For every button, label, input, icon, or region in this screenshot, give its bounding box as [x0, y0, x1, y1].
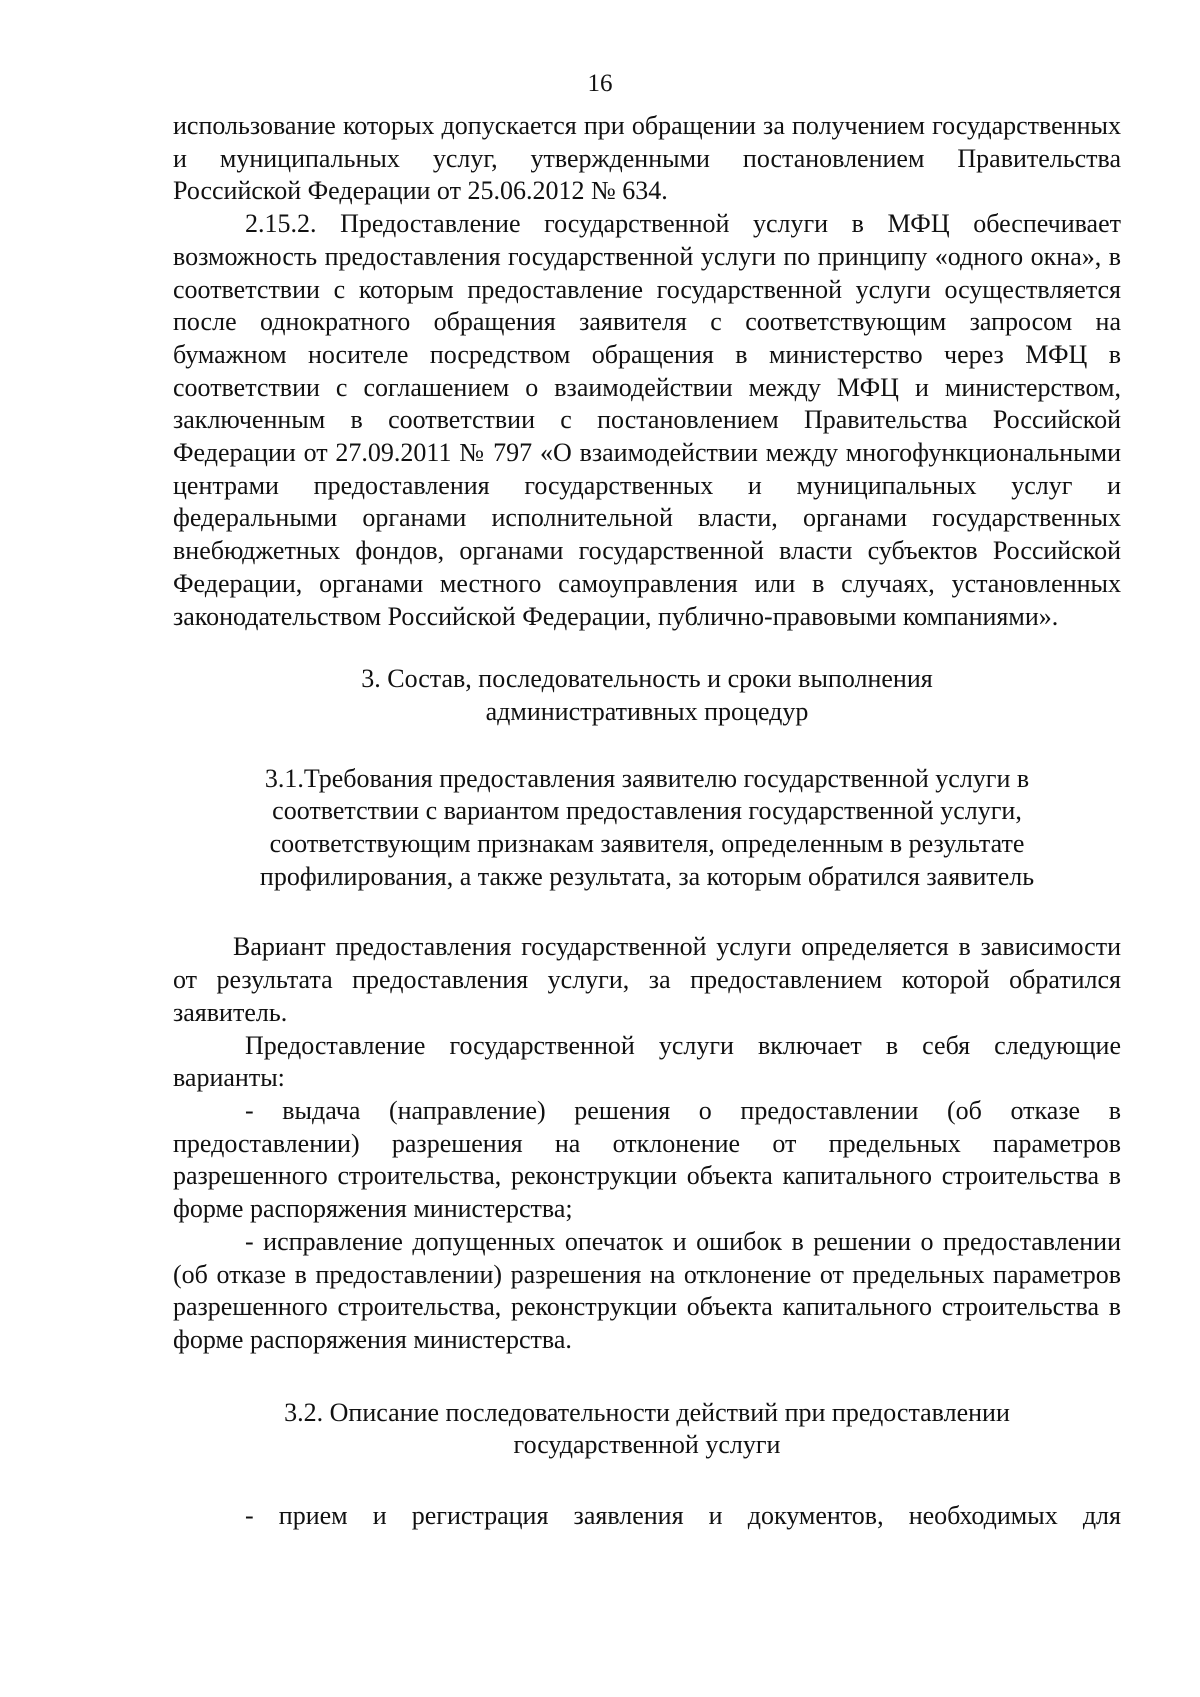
spacer: [173, 729, 1121, 763]
section-3-1-heading-line-1: 3.1.Требования предоставления заявителю государственной услуги в: [264, 763, 1030, 793]
spacer: [173, 893, 1121, 931]
paragraph-2-15-2: 2.15.2. Предоставление государственной услуги в МФЦ обеспечивает возможность предоставления государственной услуги по принципу «одного окна», в соответствии с которым предоставление государственной услуги осуществляется после однократного обращения заявителя с соответствующим запросом на бумажном носителе посредством обращения в министерство через МФЦ в соответствии с соглашением о взаимодействии между МФЦ и министерством, заключенным в соответствии с постановлением Правительства Российской Федерации от 27.09.2011 № 797 «О взаимодействии между многофункциональными центрами предоставления государственных и муниципальных услуг и федеральными органами исполнительной власти, органами государственных внебюджетных фондов, органами государственной власти субъектов Российской Федерации, органами местного самоуправления или в случаях, установленных законодательством Российской Федерации, публично-правовыми компаниями».: [173, 209, 1121, 631]
list-item-issue-decision: - выдача (направление) решения о предоставлении (об отказе в предоставлении) разрешения на отклонение от предельных параметров разрешенного строительства, реконструкции объекта капитального строительства в форме распоряжения министерства;: [173, 1095, 1121, 1224]
spacer: [173, 633, 1121, 663]
spacer: [173, 1357, 1121, 1397]
section-3-1-heading-line-3: соответствующим признакам заявителя, определенным в результате: [269, 829, 1025, 859]
paragraph-continuation: использование которых допускается при обращении за получением государственных и муниципальных услуг, утвержденными постановлением Правительства Российской Федерации от 25.06.2012 № 634.: [173, 111, 1121, 206]
section-3-2-heading-line-2: государственной услуги: [513, 1430, 781, 1460]
document-body: [173, 110, 1121, 1533]
list-item-reception: - прием и регистрация заявления и документов, необходимых для: [245, 1501, 1121, 1531]
section-3-heading-line-1: 3. Состав, последовательность и сроки выполнения: [361, 664, 933, 694]
paragraph-variant: Вариант предоставления государственной услуги определяется в зависимости от результата предоставления услуги, за предоставлением которой обратился заявитель.: [173, 932, 1121, 1027]
section-3-1-heading-line-4: профилирования, а также результата, за которым обратился заявитель: [259, 861, 1035, 891]
list-item-fix-errors: - исправление допущенных опечаток и ошибок в решении о предоставлении (об отказе в предоставлении) разрешения на отклонение от предельных параметров разрешенного строительства, реконструкции объекта капитального строительства в форме распоряжения министерства.: [173, 1226, 1121, 1354]
section-3-heading-line-2: административных процедур: [485, 696, 809, 726]
section-3-1-heading-line-2: соответствии с вариантом предоставления государственной услуги,: [272, 796, 1022, 826]
page-number: 16: [587, 70, 613, 97]
spacer: [173, 1462, 1121, 1500]
section-3-2-heading-line-1: 3.2. Описание последовательности действий при предоставлении: [284, 1397, 1010, 1427]
paragraph-variants-intro: Предоставление государственной услуги включает в себя следующие варианты:: [173, 1030, 1121, 1093]
